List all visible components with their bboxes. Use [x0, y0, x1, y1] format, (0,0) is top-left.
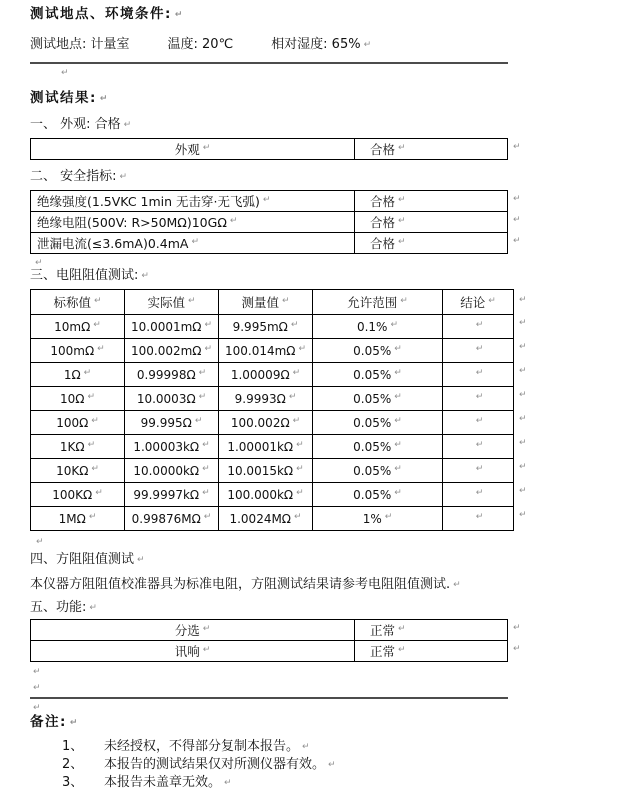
pilcrow-mark: ↵ — [83, 368, 92, 378]
pilcrow-mark: ↵ — [394, 344, 402, 354]
cell-text: 合格 — [370, 236, 396, 251]
pilcrow-mark: ↵ — [398, 194, 406, 205]
data-cell — [219, 387, 313, 410]
pilcrow-mark: ↵ — [475, 488, 484, 498]
pilcrow-mark: ↵ — [475, 512, 484, 522]
data-cell — [219, 363, 313, 386]
pilcrow-mark: ↵ — [519, 510, 527, 520]
pilcrow-mark: ↵ — [202, 440, 210, 450]
data-cell — [31, 339, 125, 362]
data-cell — [313, 315, 443, 338]
cell-text: 0.05% — [353, 487, 392, 502]
pilcrow-mark: ↵ — [513, 623, 521, 633]
pilcrow-mark: ↵ — [91, 416, 99, 426]
cell-text: 外观 — [174, 142, 200, 157]
env-temperature: 温度: 20℃ — [167, 37, 234, 52]
name-cell — [31, 212, 355, 232]
pilcrow-mark: ↵ — [513, 644, 521, 654]
pilcrow-mark: ↵ — [394, 440, 402, 450]
pilcrow-mark: ↵ — [198, 368, 207, 378]
remark-text-inner: 本报告未盖章无效。 — [104, 774, 222, 790]
pilcrow-mark: ↵ — [288, 392, 297, 402]
pilcrow-mark: ↵ — [187, 295, 196, 306]
item2-safety-label — [30, 169, 622, 184]
cell-text: 结论 — [460, 295, 486, 310]
cell-text: 9.9993Ω — [234, 391, 286, 406]
data-cell — [125, 507, 219, 530]
table-row — [31, 139, 507, 159]
pilcrow-mark: ↵ — [204, 344, 213, 354]
data-cell — [443, 339, 513, 362]
cell-text: 100KΩ — [52, 487, 93, 502]
table-row — [31, 507, 513, 530]
cell-text: 100.002Ω — [230, 415, 290, 430]
pilcrow-mark: ↵ — [519, 390, 527, 400]
cell-text: 1.00001kΩ — [227, 439, 294, 454]
item4-note-text: 本仪器方阻阻值校准器具为标准电阻，方阻测试结果请参考电阻阻值测试. — [30, 577, 451, 592]
data-cell — [443, 459, 513, 482]
header-cell — [313, 290, 443, 314]
data-cell — [443, 315, 513, 338]
pilcrow-mark: ↵ — [475, 368, 484, 378]
pilcrow-mark: ↵ — [398, 236, 406, 247]
pilcrow-mark: ↵ — [61, 68, 69, 78]
remark-number: 2、 — [62, 756, 84, 772]
pilcrow-mark: ↵ — [328, 759, 336, 770]
item5-function-label — [30, 600, 622, 615]
blank-paragraph — [30, 664, 622, 676]
cell-text: 1Ω — [63, 367, 81, 382]
cell-text: 10.0001mΩ — [130, 319, 202, 334]
blank-paragraph — [30, 534, 622, 546]
data-cell — [313, 363, 443, 386]
data-cell — [313, 435, 443, 458]
remark-number: 3、 — [62, 774, 84, 790]
blank-paragraph — [30, 700, 622, 712]
cell-text: 1.00009Ω — [230, 367, 290, 382]
pilcrow-mark: ↵ — [519, 462, 527, 472]
cell-text: 0.99998Ω — [136, 367, 196, 382]
appearance-table — [30, 138, 521, 160]
item4-text: 四、方阻阻值测试 — [30, 552, 135, 567]
item1-appearance-label — [30, 117, 622, 132]
table-row — [31, 620, 507, 641]
pilcrow-mark: ↵ — [394, 368, 402, 378]
cell-text: 0.99876MΩ — [131, 511, 201, 526]
item3-text: 三、电阻阻值测试: — [30, 268, 139, 283]
pilcrow-mark: ↵ — [202, 644, 211, 655]
table — [30, 619, 508, 662]
cell-text: 绝缘强度(1.5VKC 1min 无击穿·无飞弧) — [37, 194, 260, 209]
table-row — [31, 191, 507, 212]
result-cell — [355, 641, 507, 661]
pilcrow-mark: ↵ — [292, 416, 301, 426]
cell-text: 正常 — [370, 623, 396, 638]
data-cell — [219, 459, 313, 482]
pilcrow-mark: ↵ — [290, 320, 299, 330]
name-cell — [31, 641, 355, 661]
remarks-title-text: 备注: — [30, 714, 67, 730]
cell-text: 99.995Ω — [140, 415, 192, 430]
header-cell — [219, 290, 313, 314]
pilcrow-mark: ↵ — [89, 603, 97, 613]
table-row — [31, 339, 513, 363]
data-cell — [125, 411, 219, 434]
pilcrow-mark: ↵ — [298, 344, 307, 354]
data-cell — [443, 363, 513, 386]
pilcrow-mark: ↵ — [202, 142, 211, 153]
env-conditions-line — [30, 37, 622, 52]
pilcrow-mark: ↵ — [91, 464, 99, 474]
divider-bottom — [30, 697, 508, 699]
pilcrow-mark: ↵ — [398, 215, 406, 226]
table — [30, 289, 514, 531]
item3-resistance-label — [30, 268, 622, 283]
data-cell — [443, 483, 513, 506]
pilcrow-mark: ↵ — [296, 488, 304, 498]
pilcrow-mark: ↵ — [475, 416, 484, 426]
pilcrow-mark: ↵ — [141, 271, 149, 281]
cell-text: 1.0024MΩ — [229, 511, 291, 526]
pilcrow-mark: ↵ — [93, 295, 102, 306]
cell-text: 0.05% — [353, 415, 392, 430]
cell-text: 0.05% — [353, 439, 392, 454]
env-title-text: 测试地点、环境条件: — [30, 6, 172, 22]
data-cell — [219, 507, 313, 530]
pilcrow-mark: ↵ — [398, 623, 406, 634]
results-title — [30, 90, 622, 107]
pilcrow-mark: ↵ — [384, 512, 393, 522]
pilcrow-mark: ↵ — [398, 142, 406, 153]
cell-text: 允许范围 — [347, 295, 398, 310]
name-cell — [31, 139, 355, 159]
data-cell — [125, 339, 219, 362]
cell-text: 1.00003kΩ — [133, 439, 200, 454]
pilcrow-mark: ↵ — [519, 295, 527, 305]
pilcrow-mark: ↵ — [475, 392, 484, 402]
table-row — [31, 233, 507, 253]
item5-text: 五、功能: — [30, 600, 87, 615]
pilcrow-mark: ↵ — [87, 440, 96, 450]
pilcrow-mark: ↵ — [296, 464, 304, 474]
cell-text: 10Ω — [60, 391, 85, 406]
divider-top — [30, 62, 508, 64]
pilcrow-mark: ↵ — [519, 342, 527, 352]
cell-text: 测量值 — [241, 295, 279, 310]
pilcrow-mark: ↵ — [35, 258, 43, 268]
data-cell — [31, 483, 125, 506]
cell-text: 10KΩ — [56, 463, 89, 478]
cell-text: 1MΩ — [58, 511, 86, 526]
remark-text — [104, 735, 310, 754]
remark-item — [30, 753, 622, 771]
pilcrow-mark: ↵ — [69, 718, 79, 728]
pilcrow-mark: ↵ — [475, 320, 484, 330]
data-cell — [125, 459, 219, 482]
cell-text: 标称值 — [53, 295, 91, 310]
data-cell — [219, 435, 313, 458]
data-cell — [313, 507, 443, 530]
remark-item — [30, 735, 622, 753]
cell-text: 1KΩ — [59, 439, 85, 454]
pilcrow-mark: ↵ — [475, 464, 484, 474]
cell-text: 100.000kΩ — [227, 487, 294, 502]
result-cell — [355, 620, 507, 640]
header-cell — [31, 290, 125, 314]
pilcrow-mark: ↵ — [203, 512, 212, 522]
remark-text-inner: 本报告的测试结果仅对所测仪器有效。 — [104, 756, 326, 772]
pilcrow-mark: ↵ — [174, 10, 184, 20]
data-cell — [443, 387, 513, 410]
pilcrow-mark: ↵ — [475, 440, 484, 450]
data-cell — [125, 387, 219, 410]
cell-text: 0.05% — [353, 367, 392, 382]
safety-table — [30, 190, 521, 254]
data-cell — [31, 411, 125, 434]
name-cell — [31, 620, 355, 640]
table-header-row — [31, 290, 513, 315]
table-row — [31, 411, 513, 435]
pilcrow-mark: ↵ — [99, 94, 109, 104]
cell-text: 泄漏电流(≤3.6mA)0.4mA — [37, 236, 189, 251]
data-cell — [313, 387, 443, 410]
env-humidity — [271, 37, 371, 52]
cell-text: 实际值 — [147, 295, 185, 310]
pilcrow-mark: ↵ — [33, 683, 41, 693]
pilcrow-mark: ↵ — [262, 194, 271, 205]
pilcrow-mark: ↵ — [363, 40, 372, 50]
table-row — [31, 363, 513, 387]
cell-text: 0.1% — [356, 319, 388, 334]
remark-item — [30, 771, 622, 789]
data-cell — [313, 459, 443, 482]
pilcrow-mark: ↵ — [398, 644, 406, 655]
data-cell — [125, 483, 219, 506]
cell-text: 99.9997kΩ — [133, 487, 200, 502]
pilcrow-mark: ↵ — [519, 486, 527, 496]
cell-text: 10.0000kΩ — [133, 463, 200, 478]
data-cell — [443, 435, 513, 458]
cell-text: 0.05% — [353, 391, 392, 406]
results-title-text: 测试结果: — [30, 90, 97, 106]
cell-text: 分选 — [174, 623, 200, 638]
pilcrow-mark: ↵ — [33, 703, 41, 713]
data-cell — [219, 339, 313, 362]
data-cell — [31, 387, 125, 410]
pilcrow-mark: ↵ — [296, 440, 304, 450]
result-cell — [355, 233, 507, 253]
pilcrow-mark: ↵ — [123, 120, 132, 130]
cell-text: 0.05% — [353, 463, 392, 478]
cell-text: 合格 — [370, 215, 396, 230]
data-cell — [125, 435, 219, 458]
data-cell — [31, 459, 125, 482]
pilcrow-mark: ↵ — [394, 488, 402, 498]
cell-text: 100mΩ — [50, 343, 95, 358]
pilcrow-mark: ↵ — [488, 295, 496, 306]
data-cell — [125, 315, 219, 338]
function-table — [30, 619, 521, 662]
pilcrow-mark: ↵ — [475, 344, 484, 354]
name-cell — [31, 233, 355, 253]
pilcrow-mark: ↵ — [513, 236, 521, 246]
pilcrow-mark: ↵ — [202, 488, 210, 498]
data-cell — [443, 507, 513, 530]
table-row — [31, 483, 513, 507]
data-cell — [219, 315, 313, 338]
header-cell — [443, 290, 513, 314]
pilcrow-mark: ↵ — [519, 318, 527, 328]
result-cell — [355, 191, 507, 211]
pilcrow-mark: ↵ — [137, 555, 145, 565]
pilcrow-mark: ↵ — [119, 172, 128, 182]
pilcrow-mark: ↵ — [292, 368, 301, 378]
pilcrow-mark: ↵ — [224, 777, 232, 788]
pilcrow-mark: ↵ — [519, 366, 527, 376]
data-cell — [443, 411, 513, 434]
cell-text: 讯响 — [174, 644, 200, 659]
cell-text: 10mΩ — [54, 319, 91, 334]
cell-text: 10.0015kΩ — [227, 463, 294, 478]
cell-text: 正常 — [370, 644, 396, 659]
pilcrow-mark: ↵ — [202, 464, 210, 474]
pilcrow-mark: ↵ — [281, 295, 290, 306]
pilcrow-mark: ↵ — [513, 194, 521, 204]
remark-number: 1、 — [62, 738, 84, 754]
data-cell — [313, 483, 443, 506]
remark-text-inner: 未经授权，不得部分复制本报告。 — [104, 738, 300, 754]
blank-paragraph — [30, 680, 622, 692]
remarks-list — [30, 735, 622, 789]
env-location: 测试地点: 计量室 — [30, 37, 130, 52]
pilcrow-mark: ↵ — [390, 320, 399, 330]
pilcrow-mark: ↵ — [97, 344, 105, 354]
remark-text — [104, 753, 336, 772]
data-cell — [31, 315, 125, 338]
remark-text — [104, 771, 232, 790]
pilcrow-mark: ↵ — [88, 512, 97, 522]
table-row — [31, 435, 513, 459]
cell-text: 10.0003Ω — [136, 391, 196, 406]
cell-text: 9.995mΩ — [232, 319, 288, 334]
table — [30, 138, 508, 160]
table-row — [31, 387, 513, 411]
result-cell — [355, 212, 507, 232]
name-cell — [31, 191, 355, 211]
cell-text: 0.05% — [353, 343, 392, 358]
pilcrow-mark: ↵ — [191, 236, 199, 247]
table — [30, 190, 508, 254]
table-row — [31, 641, 507, 661]
pilcrow-mark: ↵ — [513, 142, 521, 152]
pilcrow-mark: ↵ — [394, 392, 402, 402]
pilcrow-mark: ↵ — [513, 215, 521, 225]
result-cell — [355, 139, 507, 159]
cell-text: 1% — [362, 511, 382, 526]
data-cell — [125, 363, 219, 386]
cell-text: 100Ω — [56, 415, 89, 430]
pilcrow-mark: ↵ — [400, 295, 408, 306]
pilcrow-mark: ↵ — [198, 392, 207, 402]
pilcrow-mark: ↵ — [36, 537, 44, 547]
pilcrow-mark: ↵ — [302, 741, 310, 752]
cell-text: 100.014mΩ — [224, 343, 296, 358]
remarks-title — [30, 714, 622, 731]
env-title — [30, 6, 622, 23]
item4-sheet-resistance-label — [30, 552, 622, 567]
pilcrow-mark: ↵ — [194, 416, 203, 426]
pilcrow-mark: ↵ — [229, 215, 238, 226]
pilcrow-mark: ↵ — [95, 488, 103, 498]
item2-text: 二、 安全指标: — [30, 169, 117, 184]
pilcrow-mark: ↵ — [202, 623, 211, 634]
resistance-table — [30, 289, 527, 531]
item4-note — [30, 577, 622, 592]
data-cell — [31, 507, 125, 530]
cell-text: 100.002mΩ — [130, 343, 202, 358]
table-row — [31, 212, 507, 233]
pilcrow-mark: ↵ — [204, 320, 213, 330]
cell-text: 合格 — [370, 194, 396, 209]
table-row — [31, 315, 513, 339]
pilcrow-mark: ↵ — [519, 438, 527, 448]
cell-text: 合格 — [370, 142, 396, 157]
blank-paragraph — [30, 65, 622, 77]
pilcrow-mark: ↵ — [394, 416, 402, 426]
header-cell — [125, 290, 219, 314]
pilcrow-mark: ↵ — [394, 464, 402, 474]
pilcrow-mark: ↵ — [453, 580, 461, 590]
data-cell — [219, 411, 313, 434]
pilcrow-mark: ↵ — [519, 414, 527, 424]
data-cell — [31, 363, 125, 386]
pilcrow-mark: ↵ — [93, 320, 101, 330]
table-row — [31, 459, 513, 483]
env-humidity-text: 相对湿度: 65% — [271, 37, 361, 52]
item1-text: 一、 外观: 合格 — [30, 117, 121, 132]
cell-text: 绝缘电阻(500V: R>50MΩ)10GΩ — [37, 215, 227, 230]
pilcrow-mark: ↵ — [87, 392, 95, 402]
pilcrow-mark: ↵ — [33, 667, 41, 677]
blank-paragraph — [30, 255, 622, 267]
data-cell — [313, 411, 443, 434]
pilcrow-mark: ↵ — [293, 512, 302, 522]
data-cell — [31, 435, 125, 458]
data-cell — [219, 483, 313, 506]
data-cell — [313, 339, 443, 362]
